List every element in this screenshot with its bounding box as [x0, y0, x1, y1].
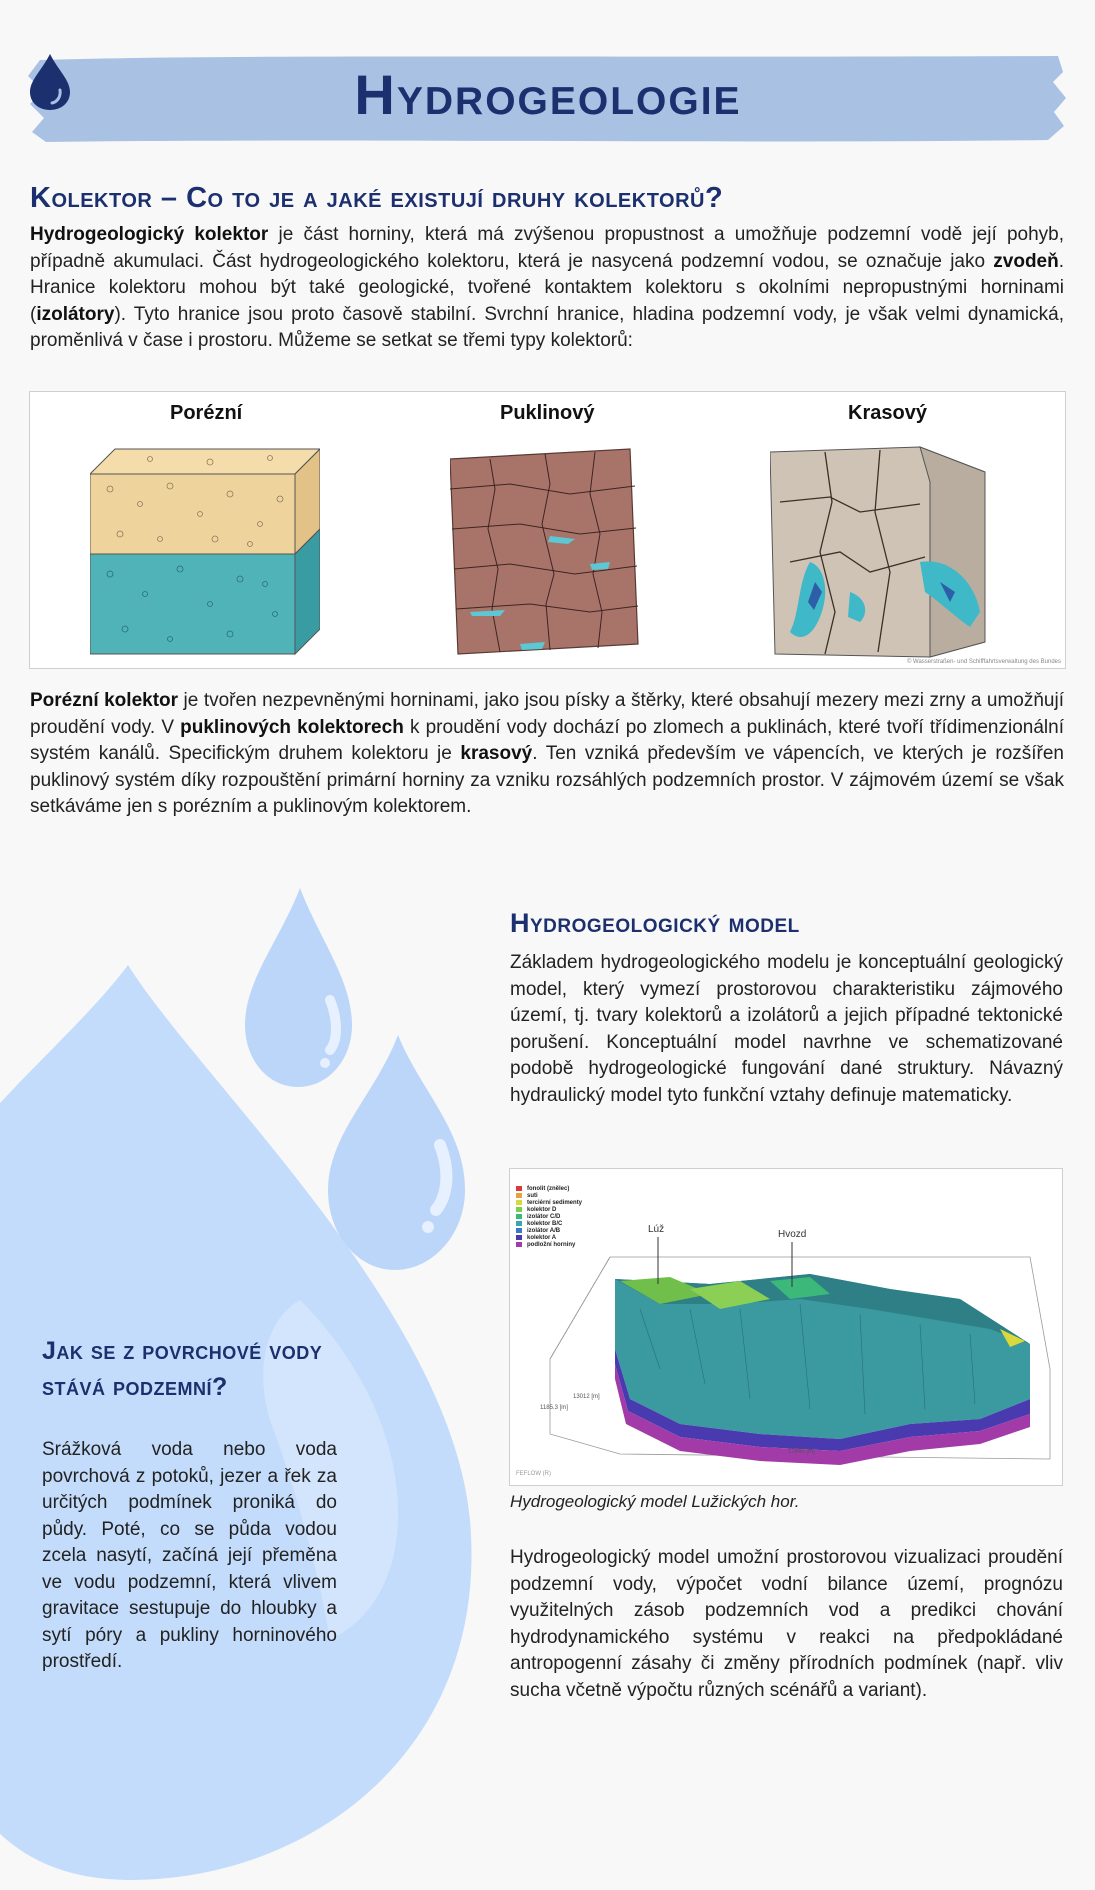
type-label-porous: Porézní: [170, 402, 243, 424]
groundwater-paragraph: Srážková voda nebo voda povrchová z potoků, jezer a řek za určitých podmínek proniká do půdy. Poté, co se půda vodou zcela nasytí, začíná její přeměna ve vodu podzemní, která vlivem gravitace sestupuje do hloubky a sytí póry a pukliny horninového prostředí.: [42, 1439, 337, 1672]
legend-item: podložní horniny: [516, 1241, 582, 1248]
legend-item: izolátor A/B: [516, 1227, 582, 1234]
legend-item: terciérní sedimenty: [516, 1199, 582, 1206]
axis-label: 17649 [m]: [788, 1449, 815, 1455]
kolektor-paragraph: Hydrogeologický kolektor je část horniny, která má zvýšenou propustnost a umožňuje podzemní vodě její pohyb, případně akumulaci. Část hydrogeologického kolektoru, která je nasycená podzemní vodou, se označuje jako zvodeň. Hranice kolektoru mohou být také geologické, tvořené kontaktem kolektoru s okolními nepropustnými horninami (izolátory). Tyto hranice jsou proto časově stabilní. Svrchní hranice, hladina podzemní vody, je však velmi dynamická, proměnlivá v čase i prostoru. Můžeme se setkat se třemi typy kolektorů:: [30, 224, 1064, 351]
hydrogeological-model-figure: [509, 1168, 1063, 1486]
aquifer-types-figure: [29, 391, 1066, 669]
figure-caption: Hydrogeologický model Lužických hor.: [510, 1492, 800, 1511]
water-drop-icon: [28, 52, 72, 112]
legend-item: kolektor D: [516, 1206, 582, 1213]
legend-item: izolátor C/D: [516, 1213, 582, 1220]
place-label-luz: Lúž: [648, 1224, 665, 1235]
legend-item: fonolit (znělec): [516, 1185, 582, 1192]
model-paragraph-1: Základem hydrogeologického modelu je konceptuální geologický model, který vymezí prostorovou charakteristiku zájmového území, tj. tvary kolektorů a izolátorů a jejich případné tektonické porušení. Konceptuální model navrhne ve schematizované podobě hydrogeologické fungování dané struktury. Návazný hydraulický model tyto funkční vztahy definuje matematicky.: [510, 952, 1063, 1106]
legend-item: kolektor B/C: [516, 1220, 582, 1227]
type-label-karst: Krasový: [848, 402, 927, 424]
model-paragraph-2: Hydrogeologický model umožní prostorovou vizualizaci proudění podzemní vody, výpočet vodní bilance území, prognózu využitelných zásob podzemních vod a predikci chování hydrodynamického systému v reakci na předpokládané antropogenní zásahy či změny přírodních podmínek (např. vliv sucha včetně výpočtu různých scénářů a variant).: [510, 1547, 1063, 1701]
karst-cube-illustration: [770, 442, 990, 660]
axis-label: 13012 [m]: [573, 1394, 600, 1400]
axis-label: 1185.3 [m]: [540, 1405, 568, 1411]
image-credit: © Wasserstraßen- und Schifffahrtsverwaltung des Bundes: [906, 659, 1061, 665]
page-title: Hydrogeologie: [354, 63, 742, 126]
legend-item: kolektor A: [516, 1234, 582, 1241]
aquifer-types-paragraph: Porézní kolektor je tvořen nezpevněnými horninami, jako jsou písky a štěrky, které obsahují mezery mezi zrny a umožňují proudění vody. V puklinových kolektorech k proudění vody dochází po zlomech a puklinách, které tvoří třídimenzionální systém kanálů. Specifickým druhem kolektoru je krasový. Ten vzniká především ve vápencích, ve kterých je rozšířen puklinový systém díky rozpouštění primární horniny za vzniku rozsáhlých podzemních prostor. V zájmovém území se však setkáváme jen s porézním a puklinovým kolektorem.: [30, 690, 1064, 817]
type-label-fissure: Puklinový: [500, 402, 595, 424]
software-brand: FEFLOW (R): [516, 1471, 551, 1477]
place-label-hvozd: Hvozd: [778, 1229, 807, 1240]
header-banner: [28, 52, 1068, 144]
section-title-kolektor: Kolektor – Co to je a jaké existují druhy kolektorů?: [30, 182, 724, 214]
model-3d-render: [510, 1169, 1063, 1486]
section-title-model: Hydrogeologický model: [510, 908, 800, 938]
section-title-groundwater: Jak se z povrchové vody stává podzemní?: [42, 1337, 323, 1401]
legend-item: suti: [516, 1192, 582, 1199]
porous-cube-illustration: [90, 444, 320, 659]
fissure-cube-illustration: [450, 444, 640, 659]
